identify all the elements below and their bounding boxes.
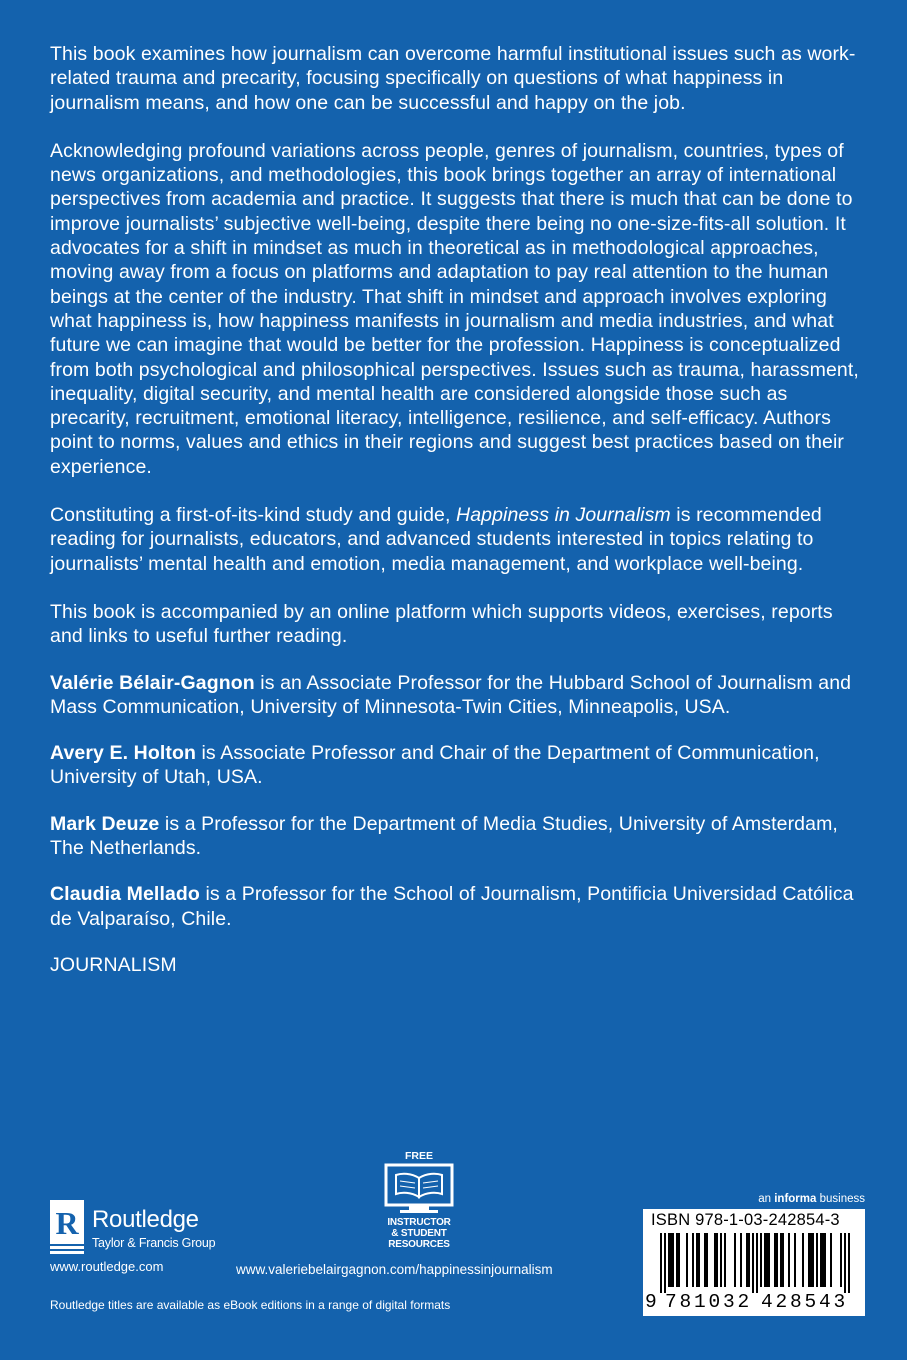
resources-line-2: & STUDENT [391,1228,447,1239]
barcode-bar [678,1233,680,1287]
resources-line-1: INSTRUCTOR [387,1217,451,1228]
barcode-bar [724,1233,726,1287]
barcode-bar [704,1233,706,1287]
resources-line-3: RESOURCES [388,1239,450,1250]
barcode-bar [794,1233,796,1287]
author-bio-4 [50,882,862,931]
barcode-bar [840,1233,842,1287]
author-bio-1 [50,671,862,720]
publisher-group: Taylor & Francis Group [92,1236,216,1250]
free-resources-badge [376,1150,462,1260]
free-label: FREE [404,1150,433,1162]
barcode-bar [844,1233,846,1293]
book-title-italic: Happiness in Journalism [456,504,671,527]
author-bio-text: is an Associate Professor for the Hubbard School of Journalism and Mass Communication, University of Minnesota-Twin Cities, Minneapolis, USA. [50,671,852,718]
barcode-bar [788,1233,790,1287]
barcode-bar [670,1233,672,1287]
barcode-bar [698,1233,700,1287]
logo-letter: R [55,1205,79,1241]
barcode-bar [774,1233,776,1287]
author-name: Valérie Bélair-Gagnon [50,671,255,694]
barcode-bar [740,1233,742,1287]
isbn-digits-left: 781032 [665,1291,753,1313]
barcode-bar [764,1233,766,1287]
author-name: Mark Deuze [50,812,160,835]
barcode-bar [810,1233,812,1287]
isbn-label: ISBN 978-1-03-242854-3 [651,1211,840,1229]
barcode-bar [824,1233,826,1287]
barcode-bar [706,1233,708,1287]
description-paragraph-3 [50,503,862,576]
barcode-bar [782,1233,784,1287]
informa-tagline [758,1193,865,1205]
barcode-bar [664,1233,666,1293]
informa-prefix: an [758,1193,775,1205]
subject-category: JOURNALISM [50,953,177,976]
barcode-bar [672,1233,674,1287]
barcode-bar [780,1233,782,1287]
author-name: Claudia Mellado [50,883,200,906]
barcode-bar [820,1233,822,1287]
barcode-bar [748,1233,750,1287]
barcode-bar [766,1233,768,1287]
barcode-bar [668,1233,670,1287]
isbn-digits [643,1291,865,1315]
barcode-bar [756,1233,758,1293]
barcode-bar [822,1233,824,1287]
barcode-bar [830,1233,832,1287]
barcode-bar [660,1233,662,1293]
informa-brand: informa [774,1193,817,1205]
barcode-bar [746,1233,748,1287]
barcode-bar [692,1233,694,1287]
ebook-availability-note: Routledge titles are available as eBook editions in a range of digital formats [50,1298,451,1312]
author-bio-2 [50,741,862,790]
barcode-bar [752,1233,754,1293]
barcode-bar [686,1233,688,1287]
isbn-digits-right: 428543 [761,1291,849,1313]
barcode-bar [696,1233,698,1287]
description-paragraph-2: Acknowledging profound variations across people, genres of journalism, countries, types of news organizations, and methodologies, this book brings together an array of international perspectives from academia and practice. It suggests that there is much that can be done to improve journalists’ subjective well-being, despite there being no one-size-fits-all solution. It advocates for a shift in mindset as much in theoretical as in methodological approaches, moving away from a focus on platforms and adaptation to pay real attention to the human beings at the center of the industry. That shift in mindset and approach involves exploring what happiness is, how happiness manifests in journalism and media industries, and what future we can imagine that would be better for the profession. Happiness is conceptualized from both psychological and philosophical perspectives. Issues such as trauma, harassment, inequality, digital security, and mental health are considered alongside those such as precarity, recruitment, emotional literacy, intelligence, resilience, and self-efficacy. Authors point to norms, values and ethics in their regions and suggest best practices based on their experience. [50,139,859,478]
author-bio-text: is Associate Professor and Chair of the Department of Communication, University of Utah, USA. [50,742,820,789]
isbn-barcode-box [643,1209,865,1316]
barcode-bar [802,1233,804,1287]
companion-website-url[interactable]: www.valeriebelairgagnon.com/happinessinjournalism [236,1262,553,1277]
blurb-text [50,42,862,1001]
barcode-bar [720,1233,722,1287]
description-paragraph-1: This book examines how journalism can overcome harmful institutional issues such as work-related trauma and precarity, focusing specifically on questions of what happiness in journalism means, and how one can be successful and happy on the job. [50,43,856,114]
barcode-bar [808,1233,810,1287]
publisher-url[interactable]: www.routledge.com [50,1259,164,1274]
barcode [643,1233,865,1293]
publisher-name: Routledge [92,1206,199,1233]
author-bio-3 [50,812,862,861]
author-name: Avery E. Holton [50,742,196,765]
description-paragraph-4: This book is accompanied by an online platform which supports videos, exercises, reports and links to useful further reading. [50,600,833,648]
isbn-digit-first: 9 [645,1291,657,1313]
barcode-bar [676,1233,678,1287]
description-p3-tail: is recommended reading for journalists, educators, and advanced students interested in topics relating to journalists’ mental health and emotion, media management, and workplace well-being. [50,504,822,575]
barcode-bar [816,1233,818,1287]
barcode-bar [734,1233,736,1287]
barcode-bar [776,1233,778,1287]
barcode-bar [716,1233,718,1287]
barcode-bar [760,1233,762,1287]
author-bio-text: is a Professor for the School of Journalism, Pontificia Universidad Católica de Valparaíso, Chile. [50,883,854,930]
barcode-bar [714,1233,716,1287]
author-bio-text: is a Professor for the Department of Media Studies, University of Amsterdam, The Netherlands. [50,812,838,860]
barcode-bar [768,1233,770,1287]
description-p3-lead: Constituting a first-of-its-kind study and guide, [50,504,457,527]
barcode-bar [812,1233,814,1287]
routledge-logo [50,1200,240,1254]
routledge-r-icon [50,1200,86,1254]
barcode-bar [848,1233,850,1293]
informa-suffix: business [816,1193,865,1205]
open-book-icon [384,1163,454,1215]
